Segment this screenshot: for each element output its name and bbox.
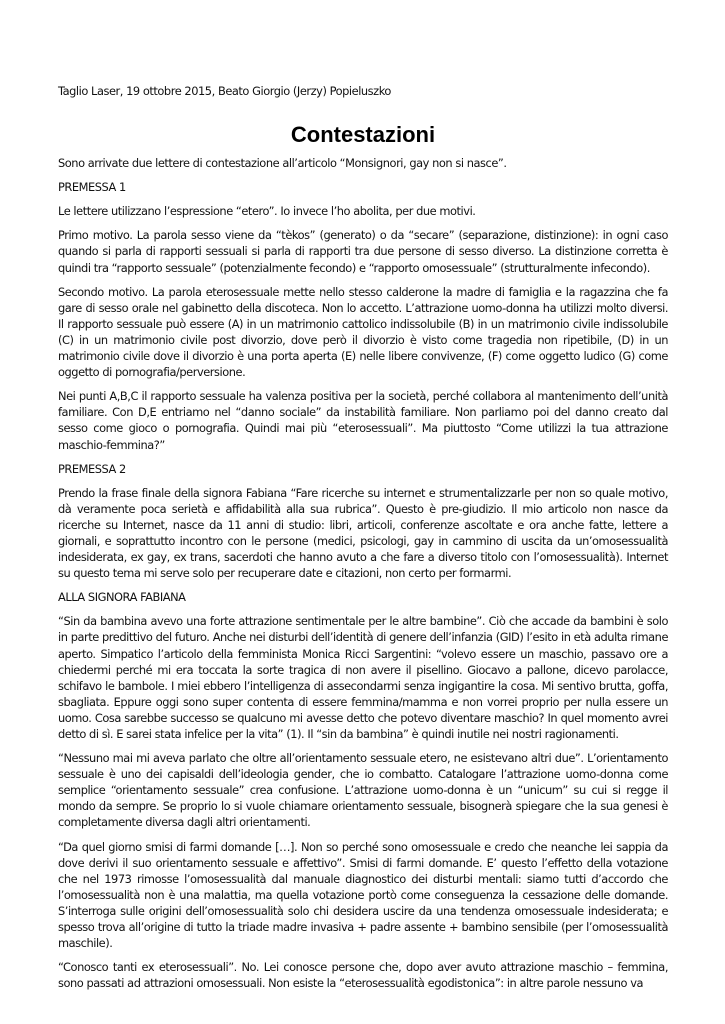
section-heading-premessa-2: PREMESSA 2 bbox=[58, 461, 126, 476]
body-paragraph: Secondo motivo. La parola eterosessuale mette nello stesso calderone la madre di famiglia e la ragazzina che fa gare di sesso orale nel gabinetto della discoteca. Non lo accetto. L’attrazione uomo-donna ha utilizzi molto diversi. Il rapporto sessuale può essere (A) in un matrimonio cattolico indissolubile (B) in un matrimonio civile indissolubile (C) in un matrimonio civile post divorzio, dove però il divorzio è visto come tragedia non ripetibile, (D) in un matrimonio civile dove il divorzio è una porta aperta (E) nelle libere convivenze, (F) come oggetto ludico (G) come oggetto di pornografia/perversione. bbox=[58, 284, 668, 380]
body-paragraph: Le lettere utilizzano l’espressione “etero”. Io invece l’ho abolita, per due motivi. bbox=[58, 204, 476, 219]
document-title: Contestazioni bbox=[290, 122, 436, 148]
body-paragraph: Nei punti A,B,C il rapporto sessuale ha valenza positiva per la società, perché collabora al mantenimento dell’unità familiare. Con D,E entriamo nel “danno sociale” da instabilità familiare. Non parliamo poi del danno creato dal sesso come gioco o pornografia. Quindi mai più “eterosessuali”. Ma piuttosto “Come utilizzi la tua attrazione maschio-femmina?” bbox=[58, 389, 668, 452]
section-heading-alla-signora-fabiana: ALLA SIGNORA FABIANA bbox=[58, 590, 186, 605]
document-page bbox=[58, 83, 668, 999]
body-paragraph: “Sin da bambina avevo una forte attrazione sentimentale per le altre bambine”. Ciò che accade da bambini è solo in parte predittivo del futuro. Anche nei disturbi dell’identità di genere dell’infanzia (GID) l’esito in età adulta rimane aperto. Simpatico l’articolo della femminista Monica Ricci Sargentini: “volevo essere un maschio, passavo ore a chiedermi perché mi era toccata la sorte tragica di non avere il pisellino. Giocavo a pallone, dicevo parolacce, schifavo le bambole. I miei ebbero l’intelligenza di assecondarmi senza ingigantire la cosa. Mi sentivo brutta, goffa, sbagliata. Eppure oggi sono super contenta di essere femmina/mamma e non vorrei proprio per nulla essere un uomo. Cosa sarebbe successo se qualcuno mi avesse detto che potevo diventare maschio? In quel momento avrei detto di sì. E sarei stata infelice per la vita” (1). Il “sin da bambina” è quindi inutile nei nostri ragionamenti. bbox=[58, 614, 668, 741]
section-heading-premessa-1: PREMESSA 1 bbox=[58, 180, 126, 195]
intro-paragraph: Sono arrivate due lettere di contestazione all’articolo “Monsignori, gay non si nasce”. bbox=[58, 156, 507, 171]
body-paragraph: “Nessuno mai mi aveva parlato che oltre all’orientamento sessuale etero, ne esistevano altri due”. L’orientamento sessuale è uno dei capisaldi dell’ideologia gender, che io combatto. Catalogare l’attrazione uomo-donna come semplice “orientamento sessuale” crea confusione. L’attrazione uomo-donna è un “unicum” su cui si regge il mondo da sempre. Se proprio lo si vuole chiamare orientamento sessuale, bisognerà spiegare che la sua genesi è completamente diversa dagli altri orientamenti. bbox=[58, 751, 668, 830]
body-paragraph: “Da quel giorno smisi di farmi domande […]. Non so perché sono omosessuale e credo che neanche lei sappia da dove derivi il suo orientamento sessuale e affettivo”. Smisi di farmi domande. E’ questo l’effetto della votazione che nel 1973 rimosse l’omosessualità dal manuale diagnostico dei disturbi mentali: siamo tutti d’accordo che l’omosessualità non è una malattia, ma quella votazione portò come conseguenza la cessazione delle domande. S’interroga sulle origini dell’omosessualità solo chi desidera uscire da una tendenza omosessuale indesiderata; e spesso trova all’origine di tutto la triade madre invasiva + padre assente + bambino sensibile (per l’omosessualità maschile). bbox=[58, 839, 668, 951]
body-paragraph: Prendo la frase finale della signora Fabiana “Fare ricerche su internet e strumentalizzarle per non so quale motivo, dà veramente poca serietà e affidabilità alla sua rubrica”. Questo è pre-giudizio. Il mio articolo non nasce da ricerche su Internet, nasce da 11 anni di studio: libri, articoli, conferenze ascoltate e ora anche fatte, lettere a giornali, e soprattutto incontro con le persone (medici, psicologi, gay in cammino di uscita da un’omosessualità indesiderata, ex gay, ex trans, sacerdoti che hanno avuto a che fare a diverso titolo con l’omosessualità). Internet su questo tema mi serve solo per recuperare date e citazioni, non certo per formarmi. bbox=[58, 485, 668, 581]
body-paragraph: “Conosco tanti ex eterosessuali”. No. Lei conosce persone che, dopo aver avuto attrazione maschio – femmina, sono passati ad attrazioni omosessuali. Non esiste la “eterosessualità egodistonica”: in altre parole nessuno va bbox=[58, 960, 668, 991]
document-header: Taglio Laser, 19 ottobre 2015, Beato Giorgio (Jerzy) Popieluszko bbox=[58, 84, 391, 98]
body-paragraph: Primo motivo. La parola sesso viene da “tèkos” (generato) o da “secare” (separazione, distinzione): in ogni caso quando si parla di rapporti sessuali si parla di rapporti tra due persone di sesso diverso. La distinzione corretta è quindi tra “rapporto sessuale” (potenzialmente fecondo) e “rapporto omosessuale” (strutturalmente infecondo). bbox=[58, 228, 668, 275]
